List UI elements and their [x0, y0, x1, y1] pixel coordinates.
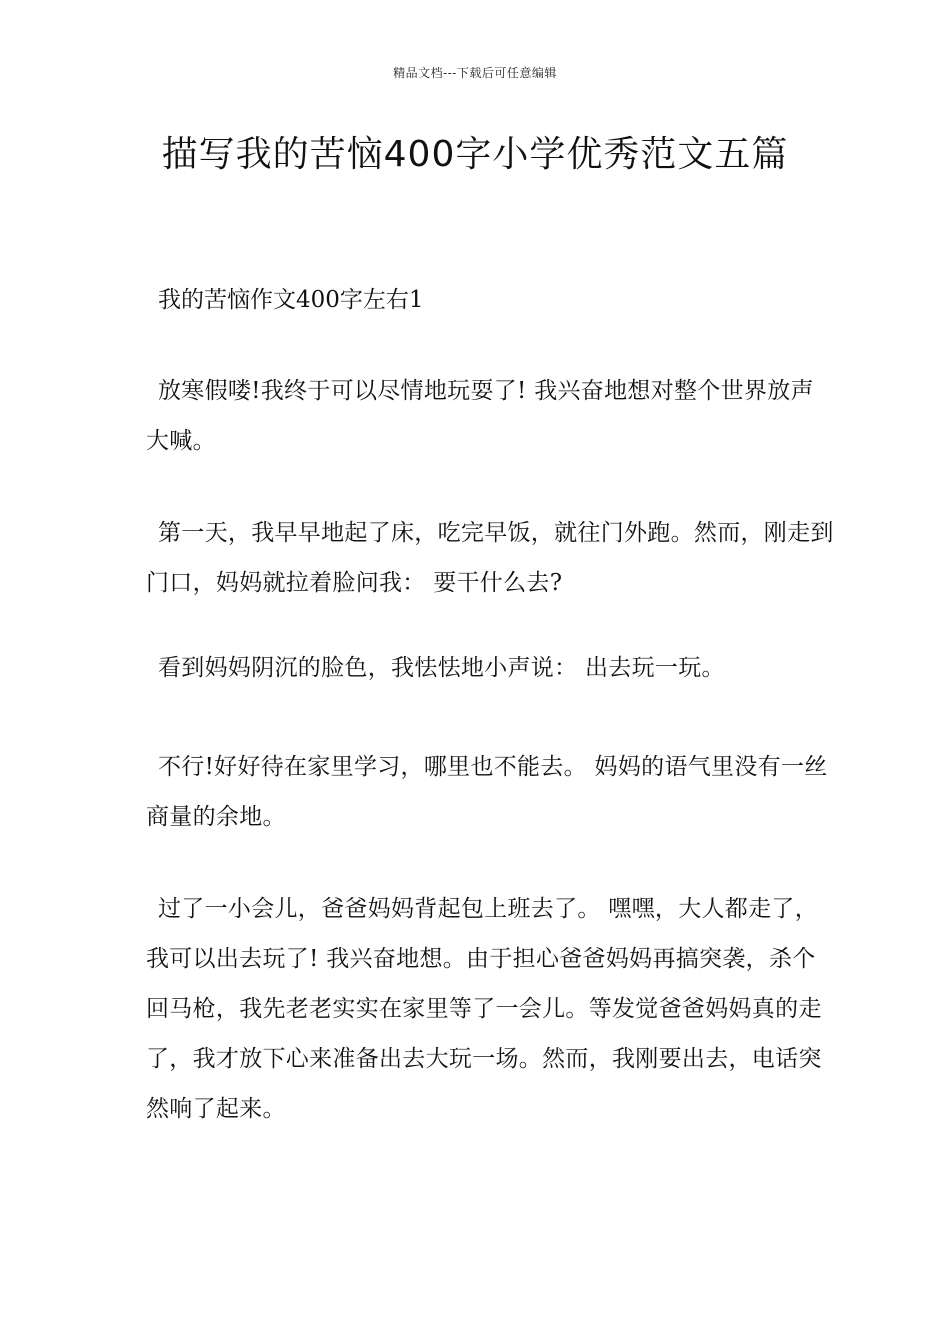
- header-note: 精品文档---下载后可任意编辑: [393, 66, 557, 80]
- document-body: [146, 282, 836, 1182]
- paragraph-5: 过了一小会儿，爸爸妈妈背起包上班去了。 嘿嘿，大人都走了，我可以出去玩了! 我兴奋地想。由于担心爸爸妈妈再搞突袭，杀个回马枪，我先老老实实在家里等了一会儿。等发觉爸爸妈妈真的走了，我才放下心来准备出去大玩一场。然而，我刚要出去，电话突然响了起来。: [146, 896, 822, 1122]
- paragraph-3: 看到妈妈阴沉的脸色，我怯怯地小声说： 出去玩一玩。: [158, 655, 725, 681]
- section-title: 我的苦恼作文400字左右1: [158, 287, 424, 313]
- paragraph-2: 第一天，我早早地起了床，吃完早饭，就往门外跑。然而，刚走到门口，妈妈就拉着脸问我： 要干什么去?: [146, 520, 834, 596]
- paragraph-4: 不行!好好待在家里学习，哪里也不能去。 妈妈的语气里没有一丝商量的余地。: [146, 754, 828, 830]
- document-title: 描写我的苦恼400字小学优秀范文五篇: [161, 134, 789, 175]
- paragraph-1: 放寒假喽!我终于可以尽情地玩耍了! 我兴奋地想对整个世界放声大喊。: [146, 378, 814, 454]
